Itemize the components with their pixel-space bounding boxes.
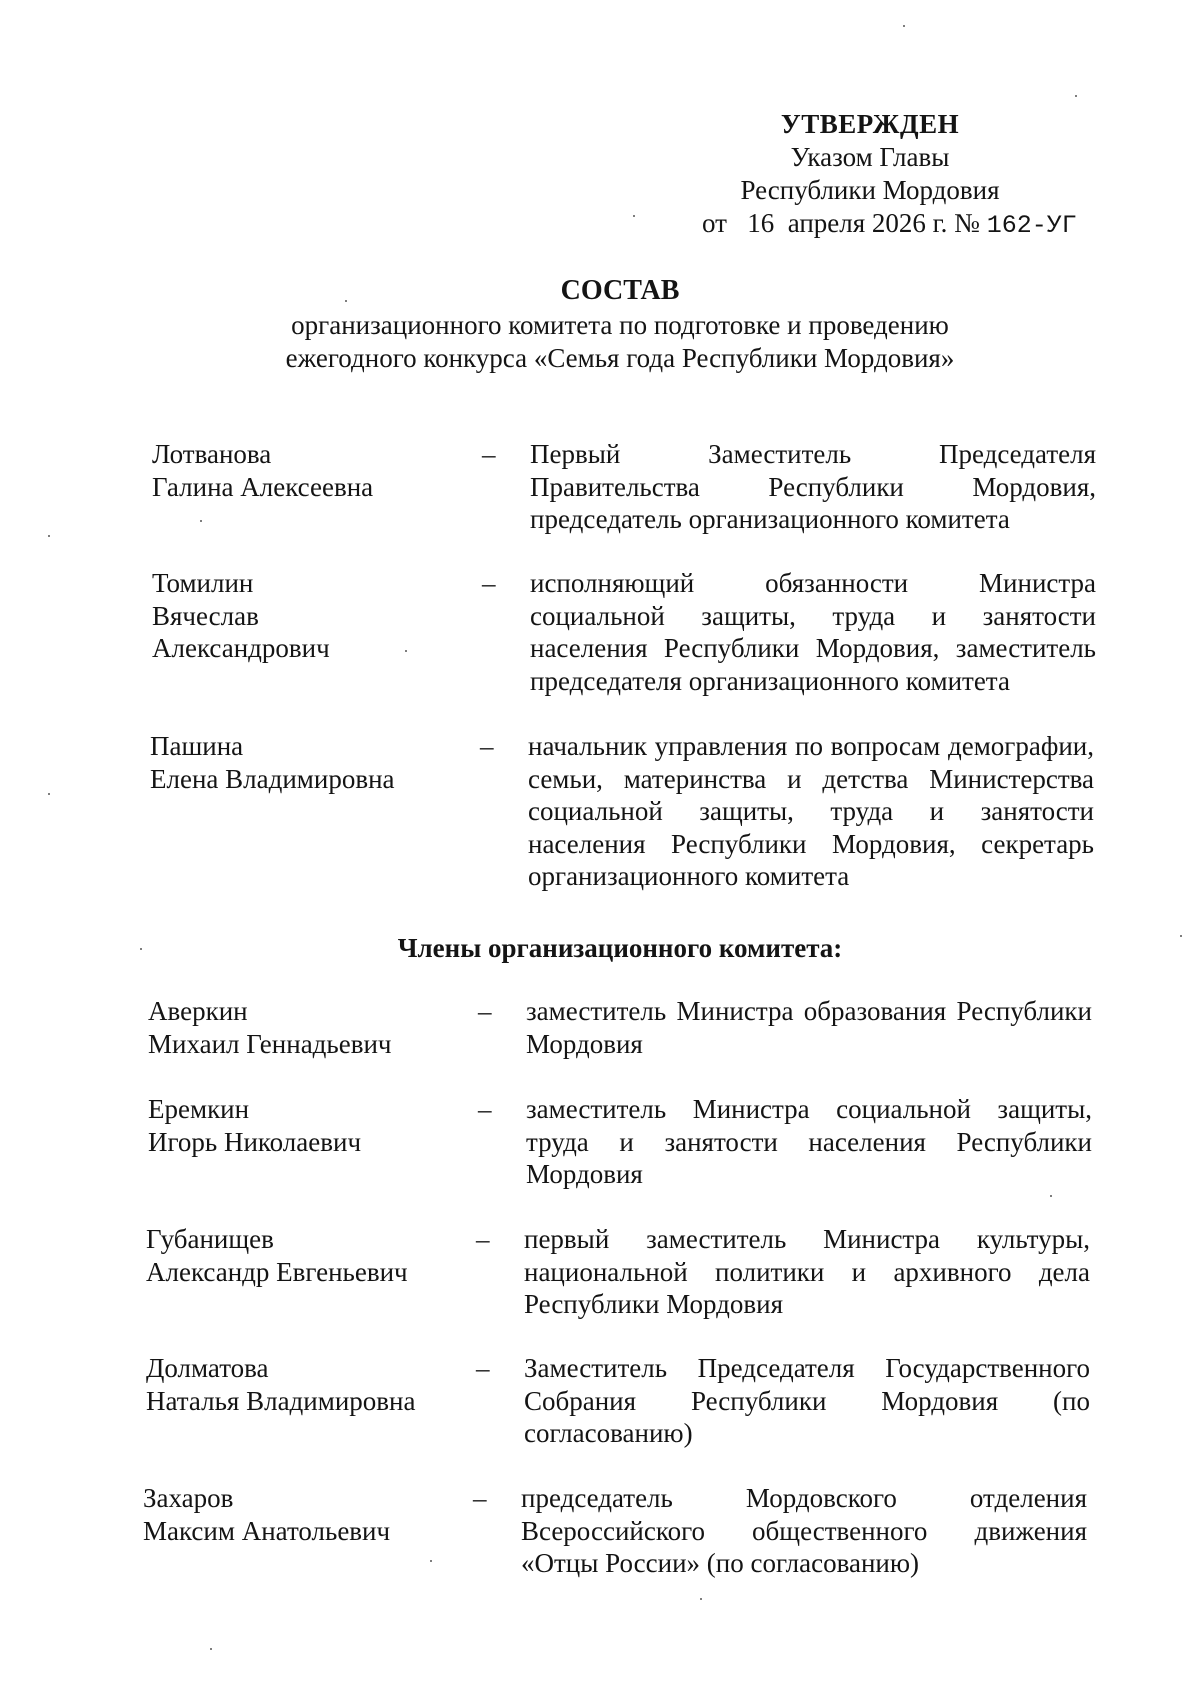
scan-speck [903,25,905,27]
document-header [150,274,1090,375]
member-position: исполняющий обязанности Министра социальной защиты, труда и занятости населения Республики Мордовия, заместитель председателя организационного комитета [530,568,1096,696]
scan-speck [1180,935,1182,937]
given-names: Елена Владимировна [150,763,395,794]
document-title: СОСТАВ [560,275,680,306]
scan-speck [345,300,347,302]
surname: Лотванова [152,439,272,469]
member-name [152,438,472,503]
scan-speck [1050,1195,1052,1197]
scan-speck [405,650,407,652]
scan-speck [1075,95,1077,97]
dash-separator: – [478,996,492,1026]
surname: Томилин [152,568,254,598]
date-prefix: от [702,208,727,238]
scan-speck [48,535,50,537]
member-name [150,730,470,795]
member-position: первый заместитель Министра культуры, национальной политики и архивного дела Республики Мордовия [524,1224,1090,1319]
members-heading: Члены организационного комитета: [397,933,843,963]
dash-separator: – [476,1353,490,1383]
member-name [146,1352,466,1417]
member-position: заместитель Министра образования Республики Мордовия [526,996,1092,1059]
dash-separator: – [473,1483,487,1513]
surname: Захаров [143,1483,234,1513]
document-subtitle-line-2: ежегодного конкурса «Семья года Республики Мордовия» [285,343,955,373]
dash-separator: – [482,568,496,598]
given-names: Максим Анатольевич [143,1515,391,1546]
member-position: Первый Заместитель Председателя Правительства Республики Мордовия, председатель организационного комитета [530,439,1096,534]
dash-separator: – [476,1224,490,1254]
approval-title: УТВЕРЖДЕН [780,109,960,139]
approval-line-1: Указом Главы [790,142,950,172]
member-name [148,1093,468,1158]
scan-speck [48,793,50,795]
given-names: Александр Евгеньевич [146,1256,408,1287]
given-names: Наталья Владимировна [146,1385,416,1416]
scan-speck [430,1560,432,1562]
date-day: 16 [747,208,775,238]
given-names: Михаил Геннадьевич [148,1028,392,1059]
member-position: начальник управления по вопросам демографии, семьи, материнства и детства Министерства социальной защиты, труда и занятости населения Республики Мордовия, секретарь организационного комитета [528,731,1094,891]
scan-speck [210,1648,212,1650]
given-name: Вячеслав [152,600,259,631]
dash-separator: – [480,731,494,761]
surname: Еремкин [148,1094,250,1124]
decree-number: 162-УГ [986,211,1077,240]
surname: Губанищев [146,1224,274,1254]
scan-speck [200,520,202,522]
member-name [146,1223,466,1288]
member-name [152,567,472,665]
given-names: Игорь Николаевич [148,1126,362,1157]
surname: Аверкин [148,996,248,1026]
dash-separator: – [478,1094,492,1124]
surname: Долматова [146,1353,269,1383]
date-rest: апреля 2026 г. № [787,208,980,238]
approval-date-line [640,207,1100,242]
surname: Пашина [150,731,244,761]
member-position: Заместитель Председателя Государственного Собрания Республики Мордовия (по согласованию) [524,1353,1090,1448]
document-subtitle-line-1: организационного комитета по подготовке и проведению [291,310,949,340]
approval-line-2: Республики Мордовия [740,175,1000,205]
dash-separator: – [482,439,496,469]
given-names: Галина Алексеевна [152,471,374,502]
member-position: заместитель Министра социальной защиты, труда и занятости населения Республики Мордовия [526,1094,1092,1189]
scan-speck [700,1598,702,1600]
scan-speck [633,215,635,217]
patronymic: Александрович [152,633,330,663]
member-position: председатель Мордовского отделения Всероссийского общественного движения «Отцы России» (по согласованию) [521,1483,1087,1578]
member-name [143,1482,463,1547]
approval-block [640,108,1100,242]
member-name [148,995,468,1060]
scan-speck [140,948,142,950]
